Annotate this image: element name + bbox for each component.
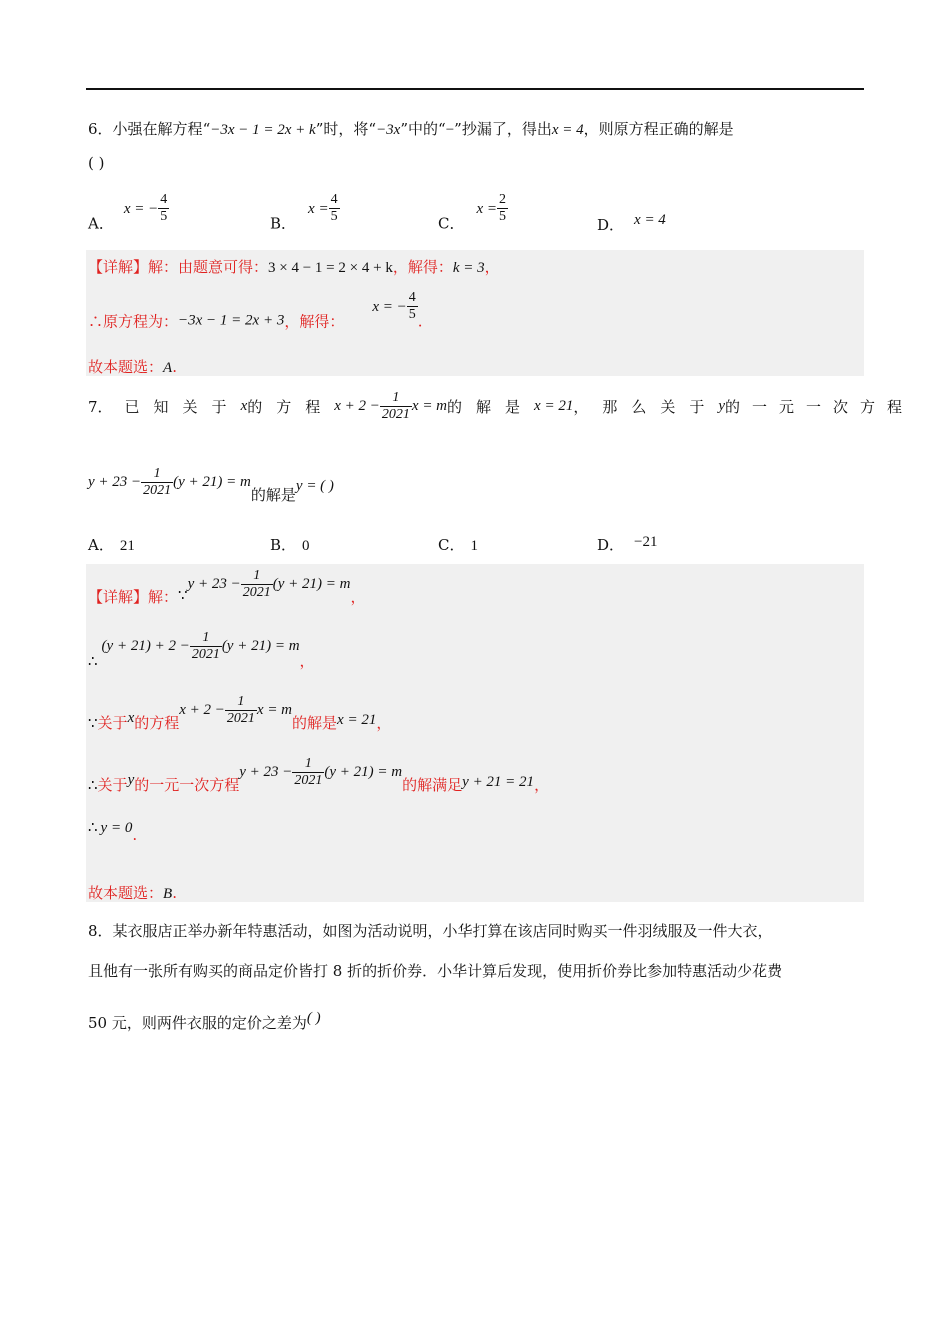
q7-option-c: C． 1 [438, 536, 478, 554]
q7-solution-choice: 故本题选：B. [88, 884, 177, 902]
q8-stem-line2: 且他有一张所有购买的商品定价皆打 8 折的折价券．小华计算后发现，使用折价券比参加特惠活动少花费 [88, 962, 783, 980]
q6-option-c: C．x = $\frac{2}{5}$ [438, 192, 507, 233]
q7-solution-line4: ∴关于y的一元一次方程y + 23 − $\frac{1}{2021}$ (y + 21) = m的解满足y + 21 = 21， [88, 756, 550, 795]
q6-option-b: B．x = $\frac{4}{5}$ [270, 192, 338, 233]
q8-stem-line1: 8．某衣服店正举办新年特惠活动，如图为活动说明，小华打算在该店同时购买一件羽绒服及一件大衣， [88, 922, 773, 940]
q6-solution-choice: 故本题选：A. [88, 358, 177, 376]
q7-option-d: D． −21 [597, 534, 658, 554]
q7-stem-line2: y + 23 − $\frac{1}{2021}$ (y + 21) = m的解是y = ( ) [88, 466, 334, 505]
q7-solution-line3: ∵关于x的方程x + 2 − $\frac{1}{2021}$ x = m的解是x = 21， [88, 694, 392, 733]
q7-solution-line2: ∴(y + 21) + 2 − $\frac{1}{2021}$ (y + 21) = m， [88, 630, 315, 671]
q7-solution-line5: ∴ y = 0. [88, 818, 138, 844]
q6-answer-paren: ( ) [88, 154, 105, 172]
q6-equation: −3x − 1 = 2x + k [210, 122, 316, 138]
q8-stem-line3: 50 元，则两件衣服的定价之差为( ) [88, 1010, 321, 1032]
header-rule [86, 88, 864, 90]
q6-stem-line1: 6．小强在解方程“−3x − 1 = 2x + k”时，将“−3x”中的“−”抄漏了，得出x = 4，则原方程正确的解是 [88, 120, 734, 138]
q6-solution-line2: ∴原方程为：−3x − 1 = 2x + 3，解得：x = − $\frac{4}{5}$ . [88, 290, 423, 331]
q7-stem-line1: 7． 已知关于 x 的方程 x + 2 − $\frac{1}{2021}$ x = m 的解是 x = 21 ，那么关于 y 的一元一次方程 [88, 390, 915, 423]
q7-option-a: A． 21 [88, 536, 135, 554]
q6-option-a: A．x = − $\frac{4}{5}$ [88, 192, 168, 233]
q6-option-d: D． x = 4 [597, 212, 666, 234]
q7-solution-line1: 【详解】解：∵y + 23 − $\frac{1}{2021}$ (y + 21) = m， [88, 568, 366, 607]
q7-option-b: B． 0 [270, 536, 310, 554]
q6-solution-line1: 【详解】解：由题意可得：3 × 4 − 1 = 2 × 4 + k，解得：k = 3， [88, 258, 500, 276]
